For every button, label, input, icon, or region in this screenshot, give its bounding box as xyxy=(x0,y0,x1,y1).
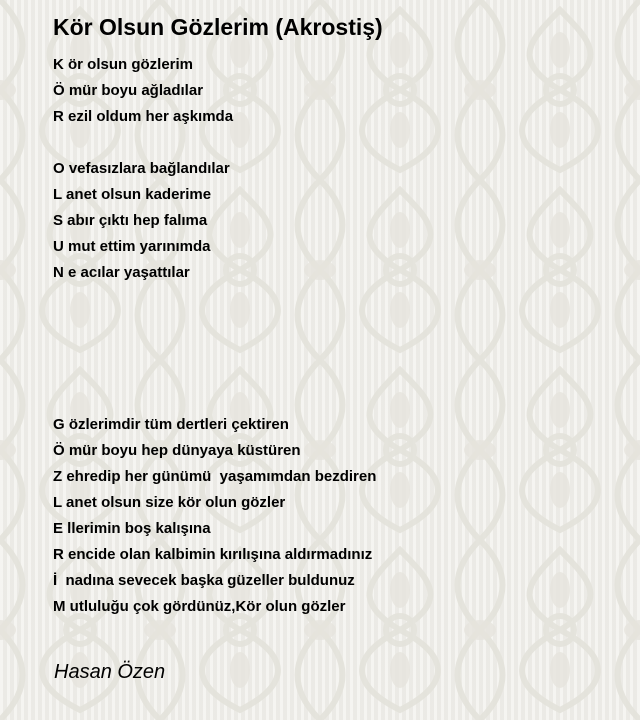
poem-line: L anet olsun size kör olun gözler xyxy=(53,494,286,511)
poem-line: İ nadına sevecek başka güzeller buldunuz xyxy=(53,572,355,589)
poem-line: G özlerimdir tüm dertleri çektiren xyxy=(53,416,289,433)
poem-line: O vefasızlara bağlandılar xyxy=(53,160,230,177)
poem-line: E llerimin boş kalışına xyxy=(53,520,211,537)
poem-line: Z ehredip her günümü yaşamımdan bezdiren xyxy=(53,468,377,485)
poem-line: Ö mür boyu hep dünyaya küstüren xyxy=(53,442,301,459)
poem-line: S abır çıktı hep falıma xyxy=(53,212,208,229)
poem-stanza-3 xyxy=(53,412,376,620)
poem-author: Hasan Özen xyxy=(54,661,166,683)
poem-line: U mut ettim yarınımda xyxy=(53,238,211,255)
poem-line: R encide olan kalbimin kırılışına aldırmadınız xyxy=(53,546,373,563)
poem-stanza-2 xyxy=(53,156,230,286)
poem-title: Kör Olsun Gözlerim (Akrostiş) xyxy=(53,14,383,40)
poem-line: R ezil oldum her aşkımda xyxy=(53,108,234,125)
poem-line: Ö mür boyu ağladılar xyxy=(53,82,204,99)
poem-line: M utluluğu çok gördünüz,Kör olun gözler xyxy=(53,598,346,615)
poem-line: K ör olsun gözlerim xyxy=(53,56,194,73)
poem-stanza-1 xyxy=(53,52,233,130)
poem-line: L anet olsun kaderime xyxy=(53,186,212,203)
poem-line: N e acılar yaşattılar xyxy=(53,264,190,281)
